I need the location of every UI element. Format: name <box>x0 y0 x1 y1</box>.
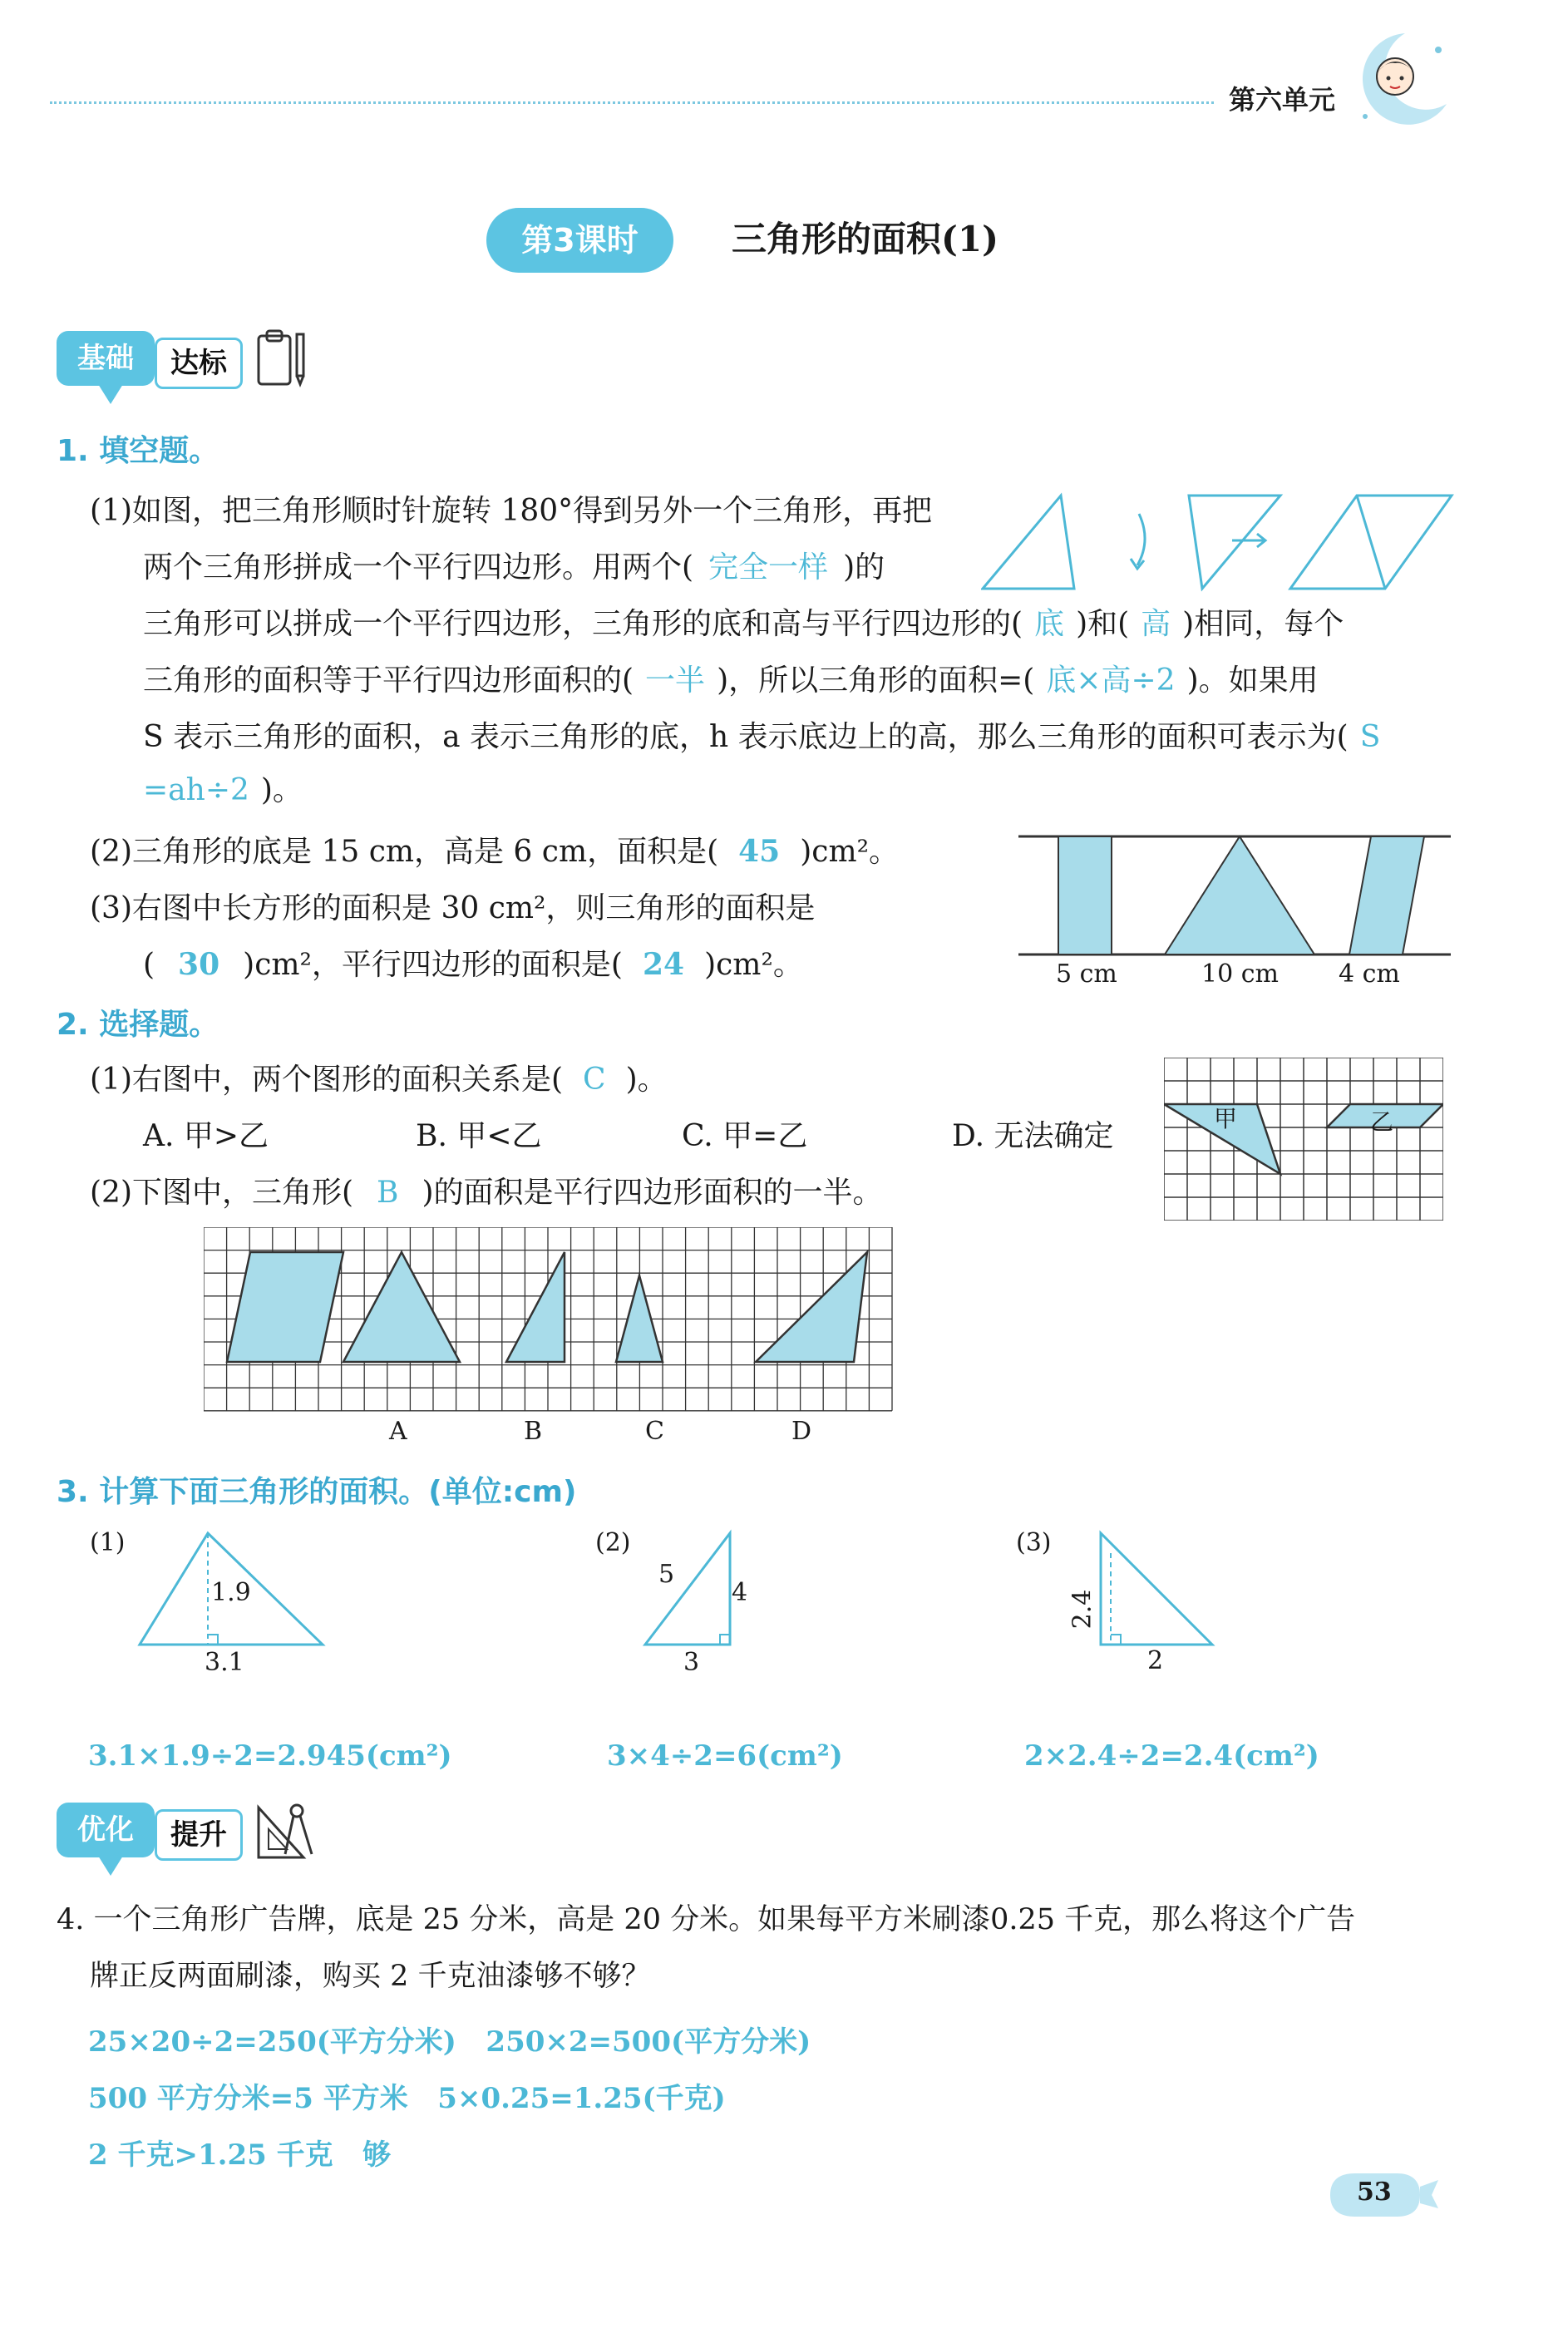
answer-blank: 24 <box>642 947 685 982</box>
text: ( <box>143 948 155 982</box>
text: )cm²，平行四边形的面积是( <box>243 948 623 982</box>
q1-p3-line1: (3)右图中长方形的面积是 30 cm²，则三角形的面积是 <box>90 891 816 925</box>
q3-item1-num: (1) <box>90 1528 126 1557</box>
q1-p1-line1: (1)如图，把三角形顺时针旋转 180°得到另外一个三角形，再把 <box>90 494 933 528</box>
clipboard-pencil-icon <box>254 324 312 391</box>
q1-p1-line2 <box>143 549 885 586</box>
text: )cm²。 <box>704 948 803 982</box>
q2-shapes-grid <box>204 1227 894 1412</box>
text: (1)右图中，两个图形的面积关系是( <box>90 1063 564 1097</box>
answer-blank: 完全一样 <box>708 550 829 584</box>
shape-label-c: C <box>645 1417 664 1446</box>
q1-p1-line5 <box>143 718 1380 756</box>
q2-grid-figure <box>1164 1058 1443 1221</box>
text: )的面积是平行四边形面积的一半。 <box>422 1176 883 1210</box>
q3-item2-base: 3 <box>683 1648 700 1677</box>
answer-blank: 一半 <box>645 663 706 698</box>
q2-heading: 2. 选择题。 <box>57 1008 219 1042</box>
option-b: B. 甲<乙 <box>416 1119 542 1153</box>
text: 两个三角形拼成一个平行四边形。用两个( <box>143 550 694 584</box>
text: )cm²。 <box>800 835 900 869</box>
ruler-compass-icon <box>254 1796 320 1862</box>
answer-blank: S <box>1359 720 1381 754</box>
q1-p1-line3 <box>143 605 1344 643</box>
text: )，所以三角形的面积=( <box>717 663 1035 698</box>
q3-item1-base: 3.1 <box>205 1648 244 1677</box>
fig-label: 5 cm <box>1056 959 1117 989</box>
moon-girl-icon <box>1347 25 1455 133</box>
q3-item2-num: (2) <box>595 1528 631 1557</box>
page-number: 53 <box>1357 2178 1392 2207</box>
text: 三角形的面积等于平行四边形面积的( <box>143 663 634 698</box>
answer-blank: C <box>583 1063 606 1097</box>
q3-heading: 3. 计算下面三角形的面积。(单位:cm) <box>57 1475 577 1509</box>
unit-label: 第六单元 <box>1229 84 1336 116</box>
header-rule <box>50 101 1214 104</box>
q3-item3-height: 2.4 <box>1068 1589 1097 1630</box>
text: )的 <box>843 550 885 584</box>
q3-item2-height: 4 <box>732 1578 748 1607</box>
q2-p1 <box>90 1061 668 1098</box>
fig-label: 4 cm <box>1339 959 1400 989</box>
answer-blank: 45 <box>738 834 781 869</box>
answer-blank: 30 <box>178 947 220 982</box>
q1-p1-line4 <box>143 662 1319 699</box>
text: )。 <box>260 773 303 807</box>
text: )。 <box>625 1063 668 1097</box>
badge-tail-icon <box>98 1856 123 1877</box>
answer-blank: 底 <box>1034 607 1065 641</box>
answer-blank: =ah÷2 <box>143 773 249 807</box>
shape-label-d: D <box>791 1417 812 1446</box>
section-badge-optimize: 优化 <box>57 1803 155 1857</box>
section-badge-improve: 提升 <box>155 1809 243 1861</box>
q3-triangle-3 <box>1089 1528 1222 1653</box>
section-badge-basic: 基础 <box>57 331 155 386</box>
q1-heading: 1. 填空题。 <box>57 434 219 468</box>
q3-item3-num: (3) <box>1016 1528 1052 1557</box>
text: )。如果用 <box>1186 663 1319 698</box>
lesson-badge: 第3课时 <box>486 208 673 273</box>
q1-p3-line2 <box>143 946 803 984</box>
text: )和( <box>1076 607 1130 641</box>
text: 三角形可以拼成一个平行四边形，三角形的底和高与平行四边形的( <box>143 607 1023 641</box>
q4-work-1: 25×20÷2=250(平方分米) 250×2=500(平方分米) <box>88 2025 811 2059</box>
q3-item3-base: 2 <box>1147 1646 1164 1675</box>
grid-label-yi: 乙 <box>1370 1108 1394 1136</box>
q1-p2 <box>90 833 899 871</box>
answer-blank: 高 <box>1141 607 1171 641</box>
answer-blank: B <box>377 1176 399 1210</box>
shape-label-a: A <box>389 1417 407 1446</box>
shape-label-b: B <box>524 1417 543 1446</box>
lesson-title: 三角形的面积(1) <box>732 219 998 259</box>
option-c: C. 甲=乙 <box>682 1119 808 1153</box>
q1-p1-line6 <box>143 772 303 809</box>
rotation-figure <box>981 491 1455 599</box>
parallel-lines-figure <box>1018 830 1451 963</box>
option-a: A. 甲>乙 <box>143 1119 269 1153</box>
option-d: D. 无法确定 <box>952 1119 1114 1153</box>
section-badge-standard: 达标 <box>155 338 243 389</box>
q3-item1-height: 1.9 <box>211 1578 251 1607</box>
answer-blank: 底×高÷2 <box>1046 663 1176 698</box>
q4-line2: 牌正反两面刷漆，购买 2 千克油漆够不够？ <box>90 1960 651 1993</box>
q4-work-2: 500 平方分米=5 平方米 5×0.25=1.25(千克) <box>88 2082 726 2115</box>
q3-answer-3: 2×2.4÷2=2.4(cm²) <box>1024 1739 1319 1773</box>
q3-item2-hyp: 5 <box>658 1560 675 1589</box>
q3-answer-1: 3.1×1.9÷2=2.945(cm²) <box>88 1739 452 1773</box>
q4-work-3: 2 千克>1.25 千克 够 <box>88 2138 392 2172</box>
text: )相同，每个 <box>1182 607 1344 641</box>
q4-line1: 4. 一个三角形广告牌，底是 25 分米，高是 20 分米。如果每平方米刷漆0.25 千克，那么将这个广告 <box>57 1903 1356 1936</box>
q2-p2 <box>90 1174 883 1211</box>
q3-answer-2: 3×4÷2=6(cm²) <box>607 1739 843 1773</box>
text: (2)三角形的底是 15 cm，高是 6 cm，面积是( <box>90 835 719 869</box>
text: S 表示三角形的面积，a 表示三角形的底，h 表示底边上的高，那么三角形的面积可表示为( <box>143 720 1349 754</box>
fig-label: 10 cm <box>1201 959 1279 989</box>
grid-label-jia: 甲 <box>1214 1105 1238 1132</box>
text: (2)下图中，三角形( <box>90 1176 354 1210</box>
q3-triangle-2 <box>640 1528 740 1653</box>
badge-tail-icon <box>98 384 123 406</box>
